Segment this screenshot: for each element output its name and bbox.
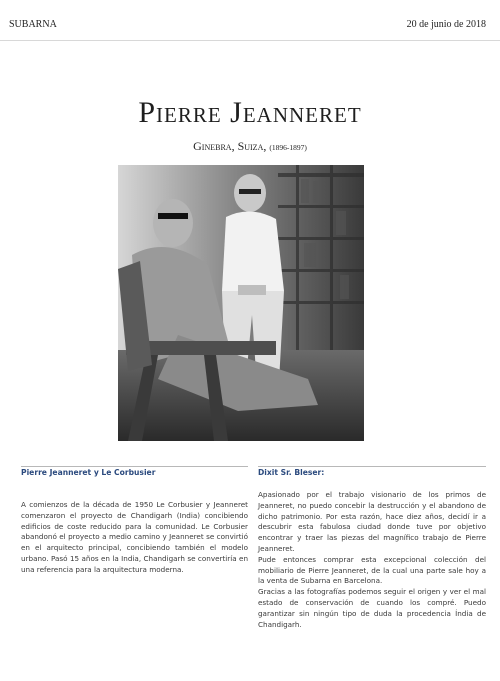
left-column-rule <box>21 466 248 467</box>
right-paragraph: Apasionado por el trabajo visionario de los primos de Jeanneret, no puedo concebir la destrucción y el abandono de dicho patrimonio. Por esta razón, hace diez años, decidí ir a descubrir esta fabulosa ciudad donde tuve por objetivo encontrar y traer las piezas del magnífico trabajo de Pierre Jeanneret. <box>258 490 486 553</box>
right-paragraph: Gracias a las fotografías podemos seguir el origen y ver el mal estado de conservación de cuando los compré. Puedo garantizar sin ningún tipo de duda la procedencia Índia de Chandigarh. <box>258 587 486 629</box>
header-date: 20 de junio de 2018 <box>406 19 486 30</box>
header-publisher: SUBARNA <box>9 19 57 30</box>
left-paragraph: A comienzos de la década de 1950 Le Corbusier y Jeanneret comenzaron el proyecto de Chandigarh (India) concibiendo edificios de coste reducido para la comunidad. Le Corbusier abandonó el proyecto a medio camino y Jeanneret se convirtió en el arquitecto principal, concibiendo también el modelo urbano. Pasó 15 años en la India, Chandigarh se convertiría en una referencia para la arquitectura moderna. <box>21 500 248 574</box>
right-column-rule <box>258 466 486 467</box>
page-title: Pierre Jeanneret <box>138 96 362 129</box>
subtitle-years: (1896-1897) <box>269 143 307 152</box>
portrait-photo <box>118 165 364 441</box>
page-subtitle <box>0 139 500 154</box>
header-divider <box>0 40 500 41</box>
right-paragraph: Pude entonces comprar esta excepcional colección del mobiliario de Pierre Jeanneret, de la cual una parte sale hoy a la venta de Subarna en Barcelona. <box>258 554 486 586</box>
subtitle-place: Ginebra, Suiza, <box>193 139 267 153</box>
right-column-heading: Dixit Sr. Bleser: <box>258 468 325 477</box>
left-column-heading: Pierre Jeanneret y Le Corbusier <box>21 468 156 477</box>
left-column-body <box>21 500 248 576</box>
right-column-body <box>258 490 486 630</box>
